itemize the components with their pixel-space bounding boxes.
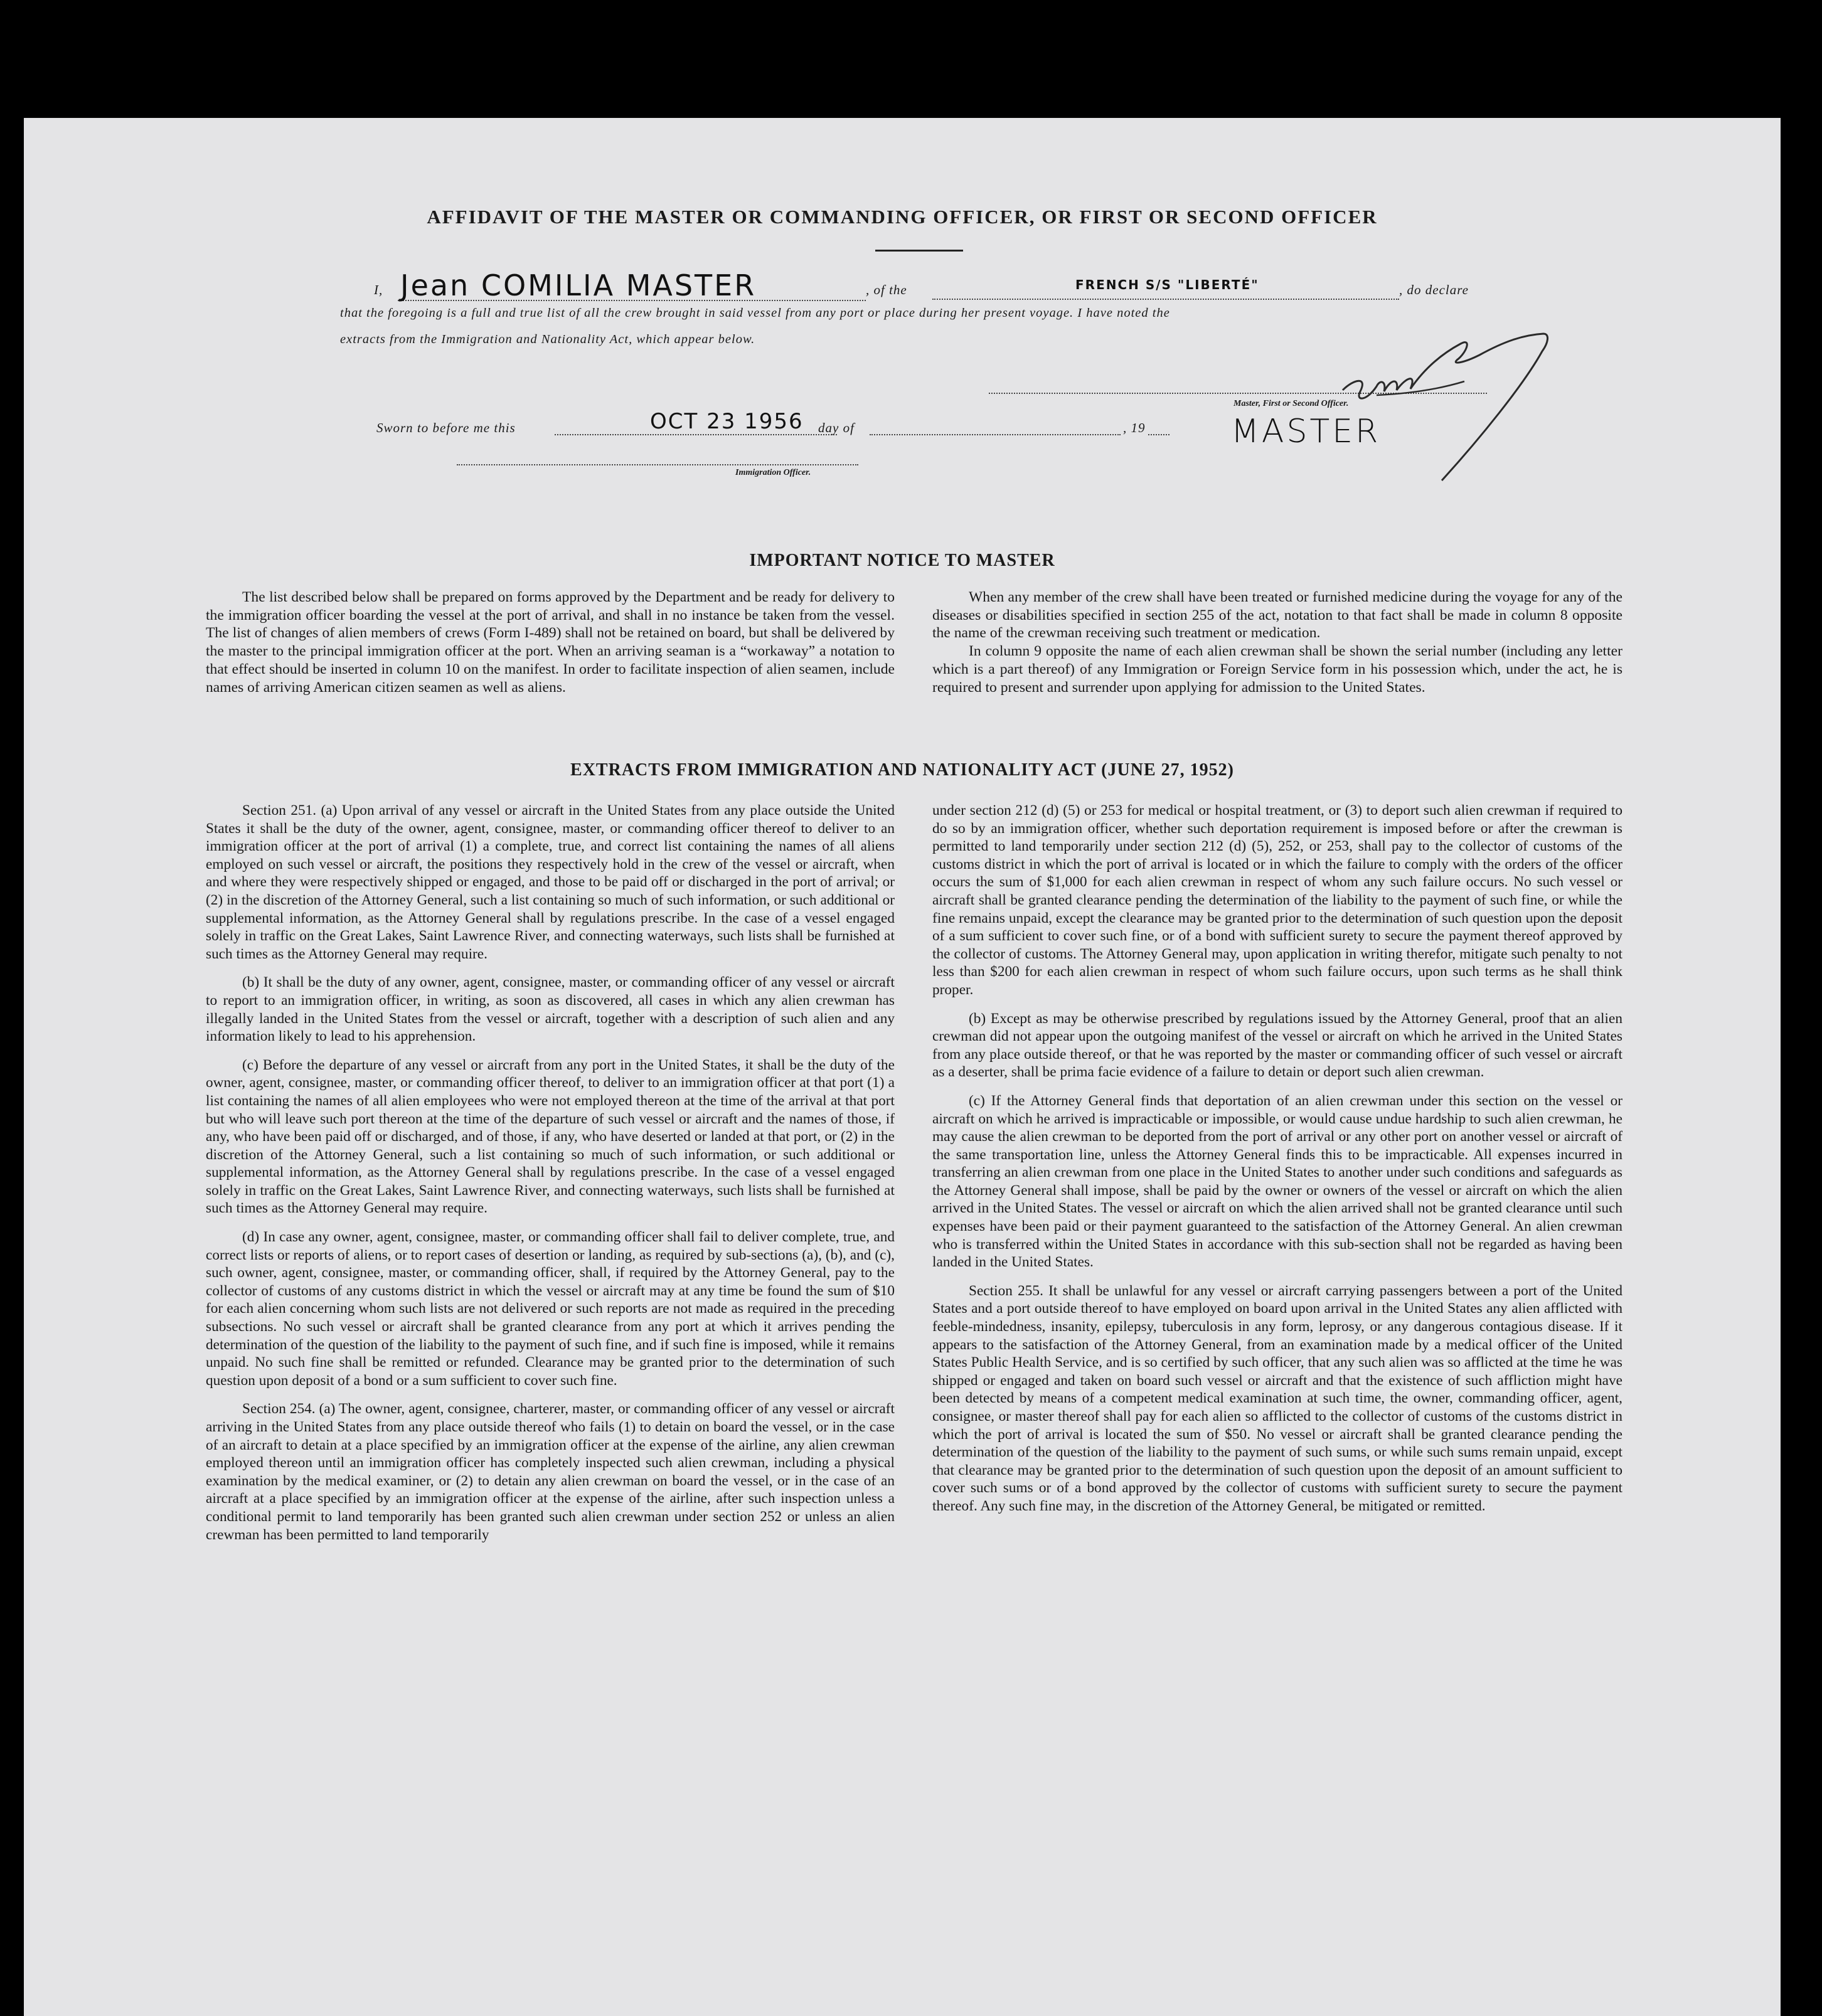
signature-caption: Master, First or Second Officer. <box>1233 399 1349 408</box>
section-254-a-continuation: under section 212 (d) (5) or 253 for medical or hospital treatment, or (3) to deport such alien crewman if required to do so by an immigration officer, whether such deportation requirement is imposed before or after the crewman is permitted to land temporarily under section 212 (d) (5), 252, or 253, shall pay to the collector of customs of the customs district in which the port of arrival is located or in which the failure to comply with the orders of the officer occurs the sum of $1,000 for each alien crewman in respect of whom any such failure occurs. No such vessel or aircraft shall be granted clearance pending the determination of the liability to the payment of such fine, or while the fine remains unpaid, except the clearance may be granted prior to the determination of such question upon the deposit of a sum sufficient to cover such fine, or of a bond with sufficient surety to secure the payment thereof approved by the collector of customs. The Attorney General may, upon application in writing therefor, mitigate such penalty to not less than $200 for each alien crewman in respect of whom such failure occurs, upon such terms as he shall think proper. <box>932 802 1622 998</box>
affidavit-title: AFFIDAVIT OF THE MASTER OR COMMANDING OFFICER, OR FIRST OR SECOND OFFICER <box>427 206 1378 228</box>
section-251-c: (c) Before the departure of any vessel or aircraft from any port in the United States, it shall be the duty of the owner, agent, consignee, master, or commanding officer thereof, to deliver to an immigration officer at that port (1) a list containing the names of all alien employees who were not employed thereon at the time of the arrival at that port but who will leave such port thereon at the time of the departure of such vessel or aircraft and the names of those, if any, who have been paid off or discharged, and of those, if any, who have deserted or landed at that port, or (2) in the discretion of the Attorney General, such a list containing so much of such information, or such additional or supplemental information, as the Attorney General shall by regulations prescribe. In the case of a vessel engaged solely in traffic on the Great Lakes, Saint Lawrence River, and connecting waterways, such lists shall be furnished at such times as the Attorney General may require. <box>206 1056 895 1217</box>
vessel-name-field <box>932 275 1399 300</box>
extracts-title: EXTRACTS FROM IMMIGRATION AND NATIONALITY ACT (JUNE 27, 1952) <box>570 760 1234 780</box>
section-255: Section 255. It shall be unlawful for any vessel or aircraft carrying passengers between a port of the United States and a port outside thereof to have employed on board upon arrival in the United States any alien afflicted with feeble-mindedness, insanity, epilepsy, tuberculosis in any form, leprosy, or any dangerous contagious disease. If it appears to the satisfaction of the Attorney General, from an examination made by a medical officer of the United States Public Health Service, and is so certified by such officer, that any such alien was so afflicted at the time he was shipped or engaged and taken on board such vessel or aircraft and that the existence of such affliction might have been detected by means of a competent medical examination at such time, the owner, commanding officer, agent, consignee, or master thereof shall pay for each alien so afflicted to the collector of customs of the customs district in which the port of arrival is located the sum of $50. No vessel or aircraft shall be granted clearance pending the determination of the question of the liability to the payment of such sums, or while such sums remain unpaid, except that clearance may be granted prior to the determination of such question upon the deposit of an amount sufficient to cover such sums or of a bond approved by the collector of customs with sufficient surety to secure the payment thereof. Any such fine may, in the discretion of the Attorney General, be mitigated or remitted. <box>932 1282 1622 1514</box>
signature-scrawl <box>1316 316 1580 504</box>
officer-name: Jean COMILIA MASTER <box>400 268 757 302</box>
immigration-officer-line <box>457 464 858 465</box>
signature-stamp: MASTER <box>1231 413 1381 450</box>
section-251-a: Section 251. (a) Upon arrival of any vessel or aircraft in the United States from any place outside the United States it shall be the duty of the owner, agent, consignee, master, or commanding officer thereof to deliver to an immigration officer at the port of arrival (1) a complete, true, and correct list containing the names of all aliens employed on such vessel or aircraft, the positions they respectively hold in the crew of the vessel or aircraft, when and where they were respectively shipped or engaged, and those to be paid off or discharged in the port of arrival; or (2) in the discretion of the Attorney General, such a list containing so much of such information, or such additional or supplemental information, as the Attorney General shall by regulations prescribe. In the case of a vessel engaged solely in traffic on the Great Lakes, Saint Lawrence River, and connecting waterways, such lists shall be furnished at such times as the Attorney General may require. <box>206 802 895 962</box>
declaration-line-2: extracts from the Immigration and Nationality Act, which appear below. <box>340 332 755 346</box>
vessel-name: FRENCH S/S "LIBERTÉ" <box>1075 277 1259 292</box>
notice-right-column <box>932 588 1622 696</box>
section-254-c: (c) If the Attorney General finds that deportation of an alien crewman under this section on the vessel or aircraft on which he arrived is impracticable or impossible, or would cause undue hardship to such alien crewman, he may cause the alien crewman to be deported from the port of arrival or any other port on another vessel or aircraft of the same transportation line, unless the Attorney General finds this to be impracticable. All expenses incurred in transferring an alien crewman from one place in the United States to another under such conditions and safeguards as the Attorney General shall impose, shall be paid by the owner or owners of the vessel or aircraft on which the alien arrived in the United States. The vessel or aircraft on which the alien arrived shall not be granted clearance until such expenses have been paid or their payment guaranteed to the satisfaction of the Attorney General. An alien crewman who is transferred within the United States in accordance with this sub-section shall not be regarded as having been landed in the United States. <box>932 1092 1622 1271</box>
do-declare-label: , do declare <box>1399 282 1469 297</box>
extracts-right-column <box>932 802 1622 1515</box>
notice-right-paragraph-2: In column 9 opposite the name of each alien crewman shall be shown the serial number (including any letter which is a part thereof) of any Immigration or Foreign Service form in his possession which, under the act, he is required to present and surrender upon applying for admission to the United States. <box>932 643 1622 696</box>
notice-right-paragraph-1: When any member of the crew shall have been treated or furnished medicine during the voyage for any of the diseases or disabilities specified in section 255 of the act, notation to that fact shall be made in column 8 opposite the name of the crewman receiving such treatment or medication. <box>932 589 1622 642</box>
notice-title: IMPORTANT NOTICE TO MASTER <box>749 551 1055 570</box>
notice-left-paragraph: The list described below shall be prepared on forms approved by the Department and be ready for delivery to the immigration officer boarding the vessel at the port of arrival, and shall in no instance be taken from the vessel. The list of changes of alien members of crews (Form I-489) shall not be retained on board, but shall be delivered by the master to the principal immigration officer at the port. When an arriving seaman is a “workaway” a notation to that effect should be inserted in column 10 on the manifest. In order to facilitate inspection of alien seamen, include names of arriving American citizen seamen as well as aliens. <box>206 589 895 696</box>
sworn-day-field <box>555 410 837 435</box>
year-field <box>1148 410 1169 435</box>
section-254-a: Section 254. (a) The owner, agent, consignee, charterer, master, or commanding officer of any vessel or aircraft arriving in the United States from any place outside thereof who fails (1) to detain on board the vessel, or in the case of an aircraft to detain at a place specified by an immigration officer at the expense of the airline, any alien crewman employed thereon until an immigration officer has completely inspected such alien crewman, including a physical examination by the medical examiner, or (2) to detain any alien crewman on board the vessel, or in the case of an aircraft at a place specified by an immigration officer at the expense of the airline, after such inspection unless a conditional permit to land temporarily has been granted such alien crewman under section 252 or unless an alien crewman has been permitted to land temporarily <box>206 1401 895 1543</box>
notice-left-column <box>206 588 895 696</box>
year-prefix: , 19 <box>1123 420 1146 435</box>
day-of-label: day of <box>818 420 855 435</box>
immigration-officer-caption: Immigration Officer. <box>735 468 811 477</box>
sworn-prefix: Sworn to before me this <box>376 420 516 435</box>
of-the-label: , of the <box>866 282 907 297</box>
sworn-date-stamp: OCT 23 1956 <box>650 409 804 434</box>
section-254-b: (b) Except as may be otherwise prescribed by regulations issued by the Attorney General, proof that an alien crewman did not appear upon the outgoing manifest of the vessel or aircraft on which he arrived in the United States from any place outside thereof, or that he was reported by the master or commanding officer of such vessel or aircraft as a deserter, shall be prima facie evidence of a failure to detain or deport such alien crewman. <box>932 1010 1622 1081</box>
section-251-d: (d) In case any owner, agent, consignee, master, or commanding officer shall fail to deliver complete, true, and correct lists or reports of aliens, or to report cases of desertion or landing, as required by sub-sections (a), (b), and (c), such owner, agent, consignee, master, or commanding officer, shall, if required by the Attorney General, pay to the collector of customs of any customs district in which the vessel or aircraft may at any time be found the sum of $10 for each alien concerning whom such lists are not delivered or such reports are not made as required in the preceding subsections. No such vessel or aircraft shall be granted clearance from any port at which it arrives pending the determination of the question of the liability to the payment of such fine, and if such fine is imposed, while it remains unpaid. No such fine shall be remitted or refunded. Clearance may be granted prior to the determination of such question upon deposit of a bond or a sum sufficient to cover such fine. <box>206 1229 895 1389</box>
prefix-i: I, <box>374 282 383 297</box>
title-rule <box>875 250 963 252</box>
section-251-b: (b) It shall be the duty of any owner, agent, consignee, master, or commanding officer of any vessel or aircraft to report to an immigration officer, in writing, as soon as discovered, all cases in which any alien crewman has illegally landed in the United States from the vessel or aircraft, together with a description of such alien and any information likely to lead to his apprehension. <box>206 974 895 1045</box>
officer-name-field <box>398 268 866 302</box>
month-field <box>870 410 1121 435</box>
extracts-left-column <box>206 802 895 1544</box>
declaration-line-1: that the foregoing is a full and true list of all the crew brought in said vessel from any port or place during her present voyage. I have noted the <box>340 306 1170 320</box>
document-page <box>24 118 1781 2016</box>
